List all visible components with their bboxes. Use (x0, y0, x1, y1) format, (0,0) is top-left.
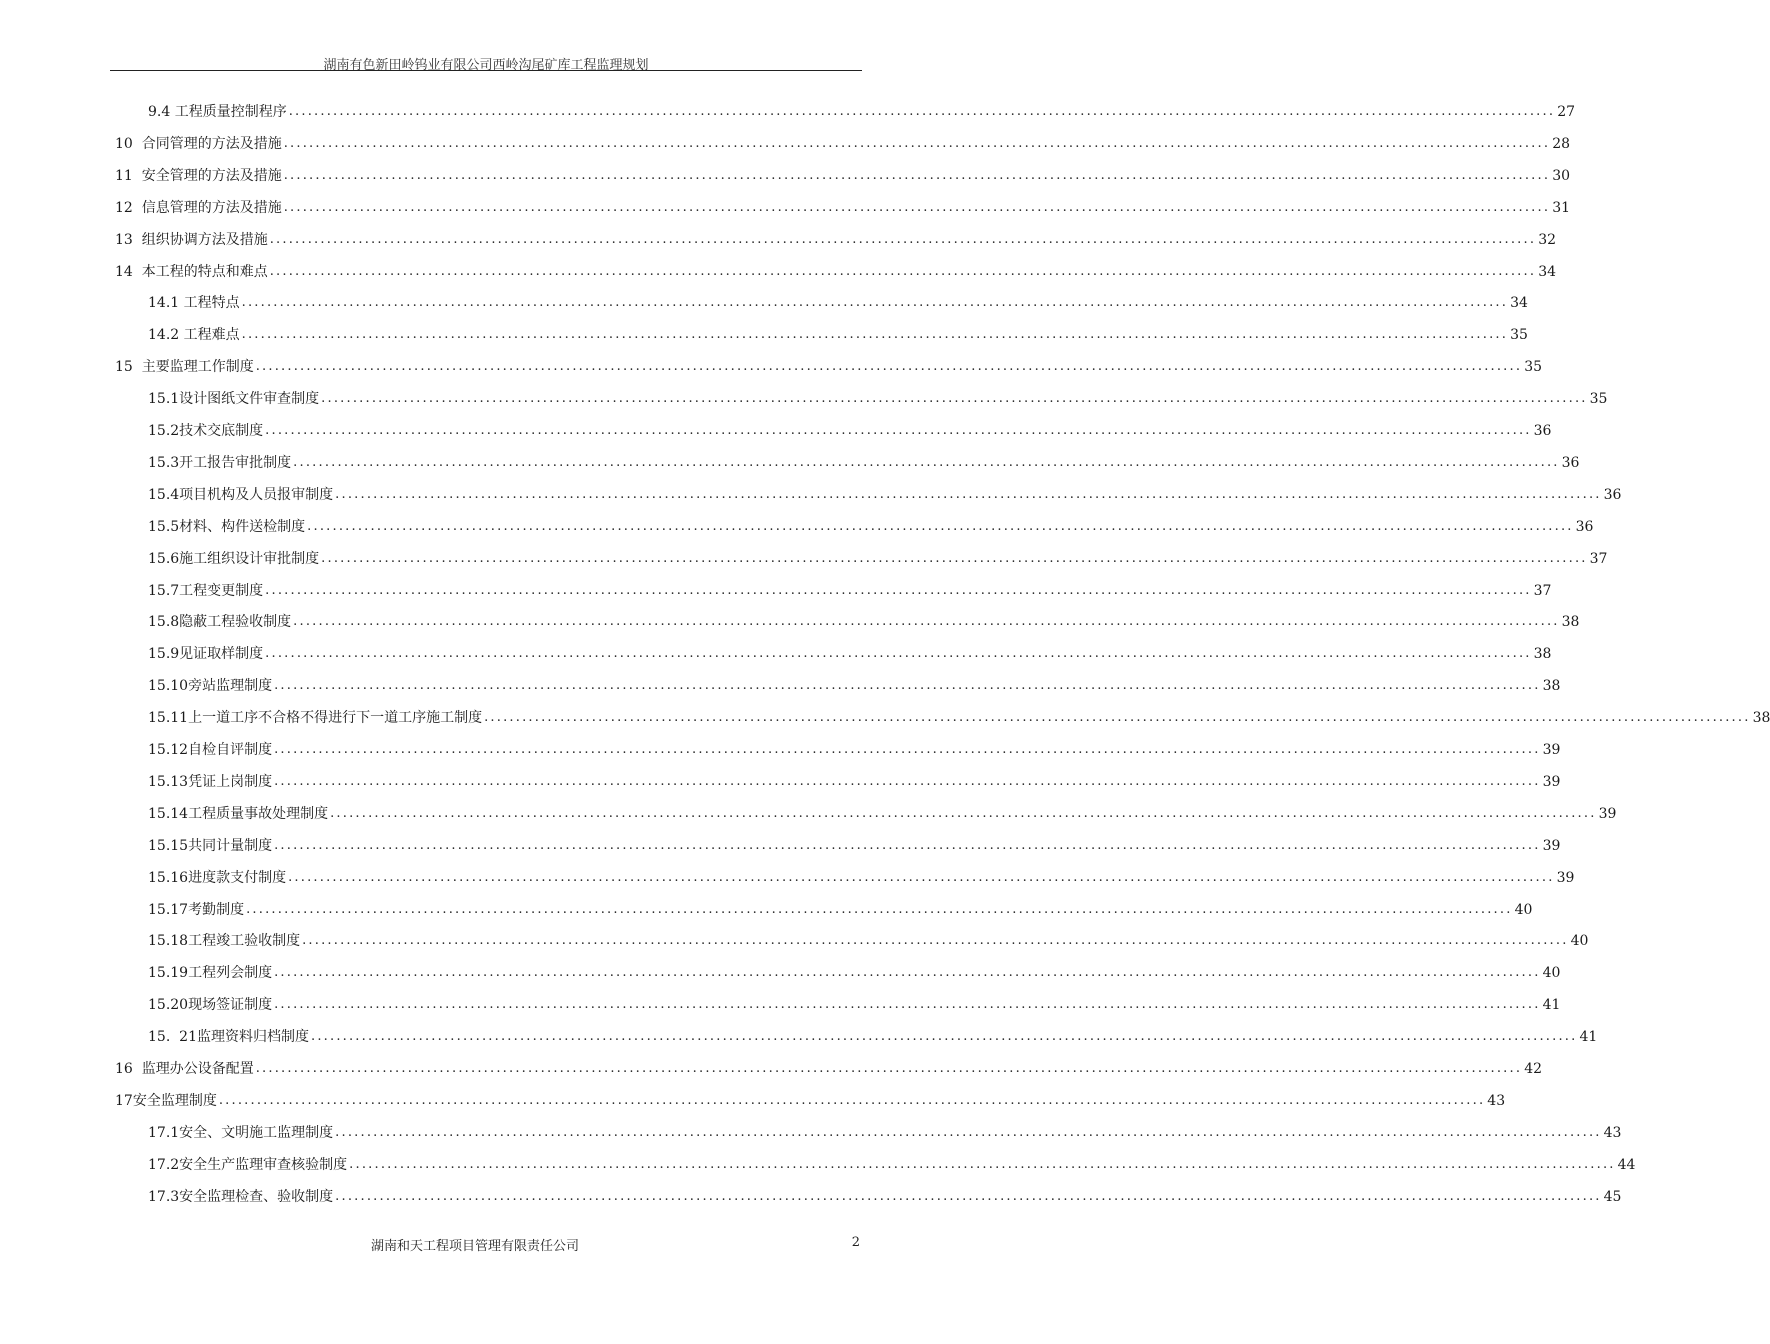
toc-entry[interactable] (148, 421, 1552, 441)
toc-entry-page: 38 (1542, 678, 1561, 695)
toc-entry-title: 上一道工序不合格不得进行下一道工序施工制度 (188, 710, 483, 727)
toc-entry-number: 17 (115, 1092, 133, 1109)
toc-entry-number: 17.2 (148, 1156, 180, 1173)
toc-entry-number: 15.9 (148, 646, 180, 663)
toc-entry-title: 工程特点 (183, 295, 240, 312)
toc-dot-leader: ........................................................................................................................................................................................................ (321, 550, 1588, 566)
toc-entry-number: 15. 21 (148, 1029, 197, 1046)
toc-entry-title: 信息管理的方法及措施 (141, 199, 282, 216)
toc-entry-title: 安全监理检查、验收制度 (179, 1188, 334, 1205)
toc-dot-leader: ........................................................................................................................................................................................................ (218, 1092, 1486, 1108)
toc-entry-page: 38 (1561, 614, 1580, 631)
toc-entry[interactable] (148, 740, 1561, 760)
toc-entry-page: 34 (1510, 295, 1528, 312)
toc-entry-title: 工程竣工验收制度 (188, 933, 301, 950)
toc-dot-leader: ........................................................................................................................................................................................................ (274, 965, 1541, 981)
toc-dot-leader: ........................................................................................................................................................................................................ (484, 710, 1751, 726)
toc-entry-page: 44 (1617, 1156, 1636, 1173)
toc-dot-leader: ........................................................................................................................................................................................................ (269, 231, 1537, 247)
toc-entry[interactable] (148, 389, 1608, 409)
toc-entry-page: 40 (1542, 965, 1561, 982)
toc-entry[interactable] (148, 612, 1580, 632)
toc-entry-page: 40 (1514, 901, 1533, 918)
toc-entry-number: 15.5 (148, 518, 180, 535)
toc-dot-leader: ........................................................................................................................................................................................................ (274, 773, 1541, 789)
toc-entry-title: 隐蔽工程验收制度 (179, 614, 292, 631)
toc-entry-title: 见证取样制度 (179, 646, 264, 663)
toc-entry-page: 39 (1542, 773, 1561, 790)
toc-dot-leader: ........................................................................................................................................................................................................ (246, 901, 1513, 917)
toc-entry-page: 30 (1552, 167, 1571, 184)
toc-dot-leader: ........................................................................................................................................................................................................ (288, 869, 1555, 885)
toc-entry[interactable] (148, 325, 1528, 345)
toc-entry-number: 15.18 (148, 933, 189, 950)
header-divider (110, 70, 862, 71)
toc-entry-page: 39 (1542, 742, 1561, 758)
toc-dot-leader: ........................................................................................................................................................................................................ (265, 423, 1532, 438)
toc-entry-page: 39 (1598, 805, 1617, 822)
toc-dot-leader: ........................................................................................................................................................................................................ (274, 837, 1541, 853)
toc-entry-number: 16 (115, 1061, 142, 1077)
toc-dot-leader: ........................................................................................................................................................................................................ (255, 359, 1523, 375)
toc-entry-number: 15.17 (148, 901, 189, 918)
toc-entry[interactable] (115, 1059, 1543, 1079)
toc-entry-title: 监理资料归档制度 (196, 1029, 309, 1046)
toc-entry-number: 15.7 (148, 582, 180, 599)
toc-entry[interactable] (148, 581, 1552, 601)
toc-entry-page: 35 (1589, 391, 1608, 408)
toc-entry-number: 15.1 (148, 391, 180, 408)
toc-entry[interactable] (148, 1027, 1598, 1047)
toc-dot-leader: ........................................................................................................................................................................................................ (241, 327, 1509, 343)
toc-entry-page: 37 (1533, 582, 1552, 599)
toc-entry-title: 监理办公设备配置 (141, 1061, 254, 1077)
toc-entry-page: 27 (1557, 104, 1576, 120)
toc-entry-page: 35 (1510, 327, 1528, 344)
toc-dot-leader: ........................................................................................................................................................................................................ (274, 678, 1541, 694)
toc-entry-title: 旁站监理制度 (188, 678, 273, 695)
toc-entry-title: 主要监理工作制度 (141, 359, 254, 376)
toc-entry-title: 工程质量控制程序 (174, 104, 287, 120)
toc-entry-number: 15 (115, 359, 142, 376)
toc-entry-page: 36 (1533, 423, 1552, 439)
toc-entry-page: 36 (1603, 486, 1622, 503)
toc-entry-number: 15.3 (148, 454, 180, 471)
toc-entry-title: 工程列会制度 (188, 965, 273, 982)
toc-dot-leader: ........................................................................................................................................................................................................ (349, 1156, 1616, 1172)
toc-dot-leader: ........................................................................................................................................................................................................ (274, 742, 1541, 757)
toc-entry-title: 工程质量事故处理制度 (188, 805, 329, 822)
toc-entry-title: 工程难点 (183, 327, 240, 344)
toc-entry[interactable] (148, 102, 1576, 122)
toc-entry-title: 安全生产监理审查核验制度 (179, 1156, 348, 1173)
toc-entry[interactable] (115, 134, 1571, 154)
toc-entry[interactable] (115, 166, 1571, 186)
toc-entry-title: 共同计量制度 (188, 837, 273, 854)
toc-dot-leader: ........................................................................................................................................................................................................ (283, 135, 1551, 151)
toc-entry[interactable] (148, 708, 1770, 728)
toc-entry-title: 凭证上岗制度 (188, 773, 273, 790)
toc-entry[interactable] (148, 868, 1575, 888)
toc-entry-page: 35 (1524, 359, 1543, 376)
toc-entry-number: 10 (115, 135, 142, 152)
toc-entry-number: 15.13 (148, 773, 189, 790)
toc-entry-number: 14 (115, 263, 142, 280)
toc-entry-title: 技术交底制度 (179, 423, 264, 439)
toc-entry-number: 15.11 (148, 710, 189, 727)
toc-entry-page: 40 (1570, 933, 1589, 950)
header-title: 湖南有色新田岭钨业有限公司西岭沟尾矿库工程监理规划 (323, 58, 649, 73)
toc-entry-title: 设计图纸文件审查制度 (179, 391, 320, 408)
toc-entry[interactable] (115, 1091, 1506, 1111)
toc-dot-leader: ........................................................................................................................................................................................................ (330, 805, 1597, 821)
toc-entry[interactable] (148, 293, 1528, 313)
toc-entry[interactable] (115, 262, 1557, 282)
toc-entry[interactable] (148, 485, 1622, 505)
toc-entry-number: 15.16 (148, 869, 189, 886)
toc-entry-number: 11 (115, 167, 142, 184)
toc-dot-leader: ........................................................................................................................................................................................................ (265, 646, 1532, 662)
footer-page-number: 2 (851, 1235, 860, 1250)
toc-entry-page: 37 (1589, 550, 1608, 567)
toc-entry[interactable] (148, 453, 1580, 473)
toc-entry-page: 31 (1552, 199, 1571, 216)
toc-entry[interactable] (115, 198, 1571, 218)
toc-entry-number: 15.12 (148, 742, 189, 758)
toc-dot-leader: ........................................................................................................................................................................................................ (307, 518, 1574, 534)
toc-entry-title: 进度款支付制度 (188, 869, 287, 886)
toc-entry-page: 41 (1542, 997, 1561, 1014)
toc-entry[interactable] (148, 963, 1561, 983)
toc-dot-leader: ........................................................................................................................................................................................................ (335, 1188, 1602, 1204)
toc-entry[interactable] (148, 1123, 1622, 1143)
toc-entry-page: 41 (1579, 1029, 1598, 1046)
toc-entry-number: 13 (115, 231, 142, 248)
toc-dot-leader: ........................................................................................................................................................................................................ (335, 1124, 1602, 1140)
toc-entry-number: 14.2 (148, 327, 184, 344)
toc-dot-leader: ........................................................................................................................................................................................................ (283, 199, 1551, 215)
toc-entry-page: 36 (1575, 518, 1594, 535)
toc-entry-page: 38 (1533, 646, 1552, 663)
toc-entry-title: 安全、文明施工监理制度 (179, 1124, 334, 1141)
toc-entry-page: 36 (1561, 454, 1580, 471)
toc-entry[interactable] (148, 995, 1561, 1015)
toc-dot-leader: ........................................................................................................................................................................................................ (255, 1061, 1523, 1076)
toc-entry-number: 15.20 (148, 997, 189, 1014)
toc-entry-page: 39 (1542, 837, 1561, 854)
footer-company: 湖南和天工程项目管理有限责任公司 (370, 1239, 579, 1254)
toc-entry-number: 15.10 (148, 678, 189, 695)
toc-entry[interactable] (148, 517, 1594, 537)
toc-entry-page: 43 (1603, 1124, 1622, 1141)
toc-entry-title: 组织协调方法及措施 (141, 231, 268, 248)
toc-entry-number: 15.6 (148, 550, 180, 567)
toc-entry-number: 15.2 (148, 423, 180, 439)
toc-dot-leader: ........................................................................................................................................................................................................ (310, 1029, 1578, 1045)
toc-entry-number: 12 (115, 199, 142, 216)
toc-entry-number: 17.1 (148, 1124, 180, 1141)
toc-entry-page: 28 (1552, 135, 1571, 152)
toc-dot-leader: ........................................................................................................................................................................................................ (265, 582, 1532, 598)
toc-entry-title: 开工报告审批制度 (179, 454, 292, 471)
toc-dot-leader: ........................................................................................................................................................................................................ (274, 997, 1541, 1013)
toc-entry-title: 本工程的特点和难点 (141, 263, 268, 280)
toc-entry[interactable] (148, 1155, 1636, 1175)
toc-entry-title: 安全监理制度 (132, 1092, 217, 1109)
toc-entry[interactable] (148, 549, 1608, 569)
toc-dot-leader: ........................................................................................................................................................................................................ (288, 104, 1556, 119)
toc-entry-title: 考勤制度 (188, 901, 245, 918)
toc-entry[interactable] (148, 644, 1552, 664)
toc-entry-page: 38 (1752, 710, 1770, 727)
toc-entry-title: 施工组织设计审批制度 (179, 550, 320, 567)
toc-entry[interactable] (148, 676, 1561, 696)
toc-entry-number: 17.3 (148, 1188, 180, 1205)
toc-entry[interactable] (148, 836, 1561, 856)
toc-entry-title: 现场签证制度 (188, 997, 273, 1014)
toc-entry-page: 43 (1487, 1092, 1506, 1109)
toc-entry[interactable] (148, 804, 1617, 824)
toc-entry-title: 自检自评制度 (188, 742, 273, 758)
toc-entry-title: 合同管理的方法及措施 (141, 135, 282, 152)
toc-entry-page: 34 (1538, 263, 1557, 280)
toc-entry-number: 14.1 (148, 295, 184, 312)
toc-entry-number: 15.4 (148, 486, 180, 503)
toc-dot-leader: ........................................................................................................................................................................................................ (283, 167, 1551, 183)
toc-entry[interactable] (115, 357, 1543, 377)
toc-entry[interactable] (148, 900, 1533, 920)
toc-dot-leader: ........................................................................................................................................................................................................ (321, 391, 1588, 407)
toc-entry-page: 42 (1524, 1061, 1543, 1077)
toc-entry-page: 45 (1603, 1188, 1622, 1205)
toc-entry-page: 39 (1556, 869, 1575, 886)
toc-entry-title: 安全管理的方法及措施 (141, 167, 282, 184)
toc-dot-leader: ........................................................................................................................................................................................................ (335, 486, 1602, 502)
toc-entry[interactable] (148, 772, 1561, 792)
toc-entry[interactable] (148, 1187, 1622, 1207)
toc-entry-title: 工程变更制度 (179, 582, 264, 599)
toc-dot-leader: ........................................................................................................................................................................................................ (293, 454, 1560, 470)
toc-entry-number: 15.8 (148, 614, 180, 631)
toc-dot-leader: ........................................................................................................................................................................................................ (269, 263, 1537, 279)
toc-entry-number: 15.15 (148, 837, 189, 854)
toc-entry[interactable] (148, 931, 1589, 951)
toc-entry-number: 15.19 (148, 965, 189, 982)
toc-entry-number: 9.4 (148, 104, 175, 120)
toc-entry-title: 项目机构及人员报审制度 (179, 486, 334, 503)
toc-dot-leader: ........................................................................................................................................................................................................ (302, 933, 1569, 949)
toc-entry-number: 15.14 (148, 805, 189, 822)
toc-entry-page: 32 (1538, 231, 1557, 248)
toc-dot-leader: ........................................................................................................................................................................................................ (293, 614, 1560, 630)
toc-dot-leader: ........................................................................................................................................................................................................ (241, 295, 1509, 311)
toc-entry-title: 材料、构件送检制度 (179, 518, 306, 535)
toc-entry[interactable] (115, 230, 1557, 250)
